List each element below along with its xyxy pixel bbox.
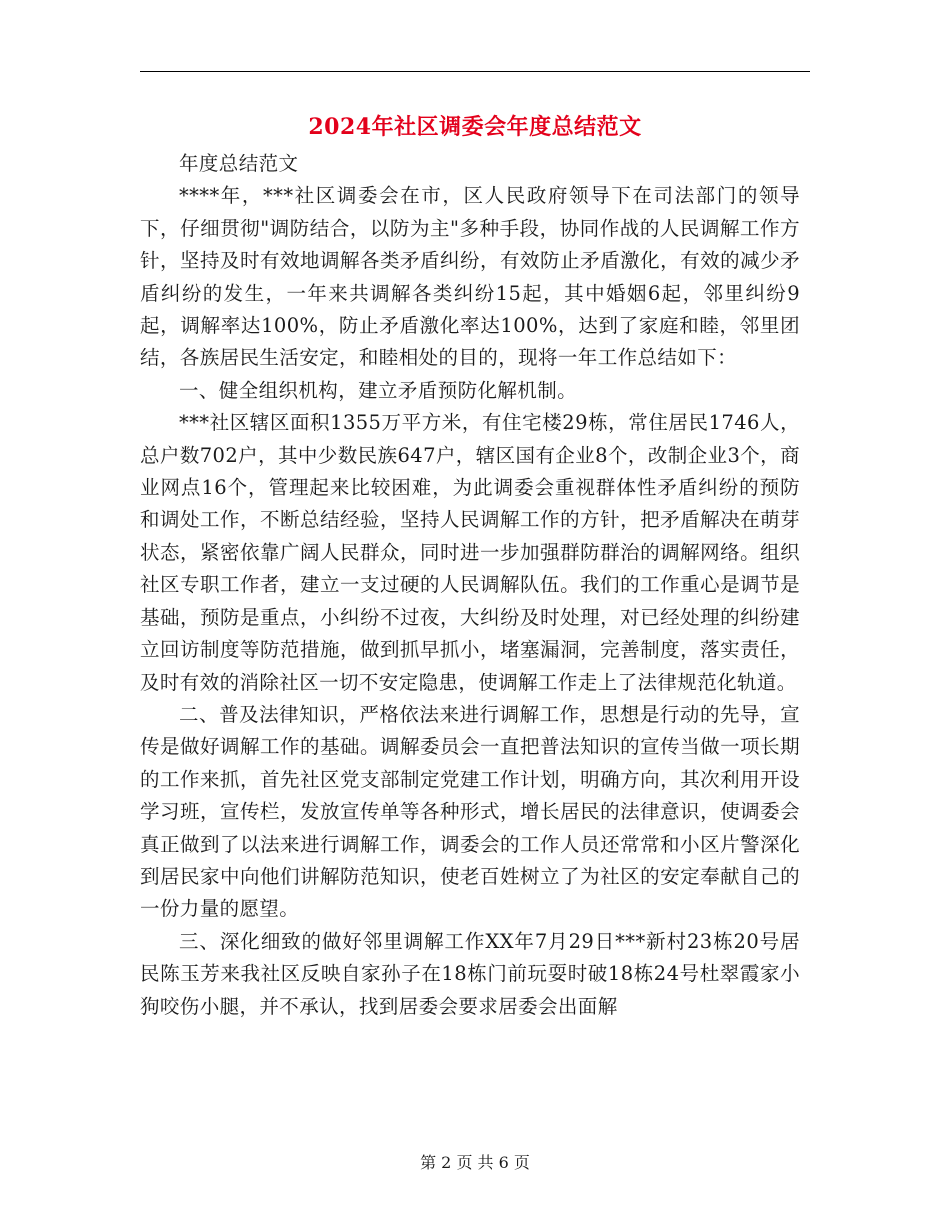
header-rule: [140, 71, 810, 72]
paragraph-subtitle: 年度总结范文: [179, 152, 299, 175]
page-footer: [140, 1151, 810, 1175]
paragraph-section-3: 三、深化细致的做好邻里调解工作XX年7月29日***新村23栋20号居民陈玉芳来我社区反映自家孙子在18栋门前玩耍时破18栋24号杜翠霞家小狗咬伤小腿，并不承认，找到居委会要求居委会出面解: [140, 929, 800, 1018]
document-body: [140, 148, 800, 1023]
paragraph-intro: ****年，***社区调委会在市，区人民政府领导下在司法部门的领导下，仔细贯彻"调防结合，以防为主"多种手段，协同作战的人民调解工作方针，坚持及时有效地调解各类矛盾纠纷，有效防止矛盾激化，有效的减少矛盾纠纷的发生，一年来共调解各类纠纷15起，其中婚姻6起，邻里纠纷9起，调解率达100%，防止矛盾激化率达100%，达到了家庭和睦，邻里团结，各族居民生活安定，和睦相处的目的，现将一年工作总结如下：: [140, 184, 800, 370]
paragraph-section-2: 二、普及法律知识，严格依法来进行调解工作，思想是行动的先导，宣传是做好调解工作的基础。调解委员会一直把普法知识的宣传当做一项长期的工作来抓，首先社区党支部制定党建工作计划，明确方向，其次利用开设学习班，宣传栏，发放宣传单等各种形式，增长居民的法律意识，使调委会真正做到了以法来进行调解工作，调委会的工作人员还常常和小区片警深化到居民家中向他们讲解防范知识，使老百姓树立了为社区的安定奉献自己的一份力量的愿望。: [140, 702, 800, 921]
paragraph-section-1: ***社区辖区面积1355万平方米，有住宅楼29栋，常住居民1746人，总户数702户，其中少数民族647户，辖区国有企业8个，改制企业3个，商业网点16个，管理起来比较困难，为此调委会重视群体性矛盾纠纷的预防和调处工作，不断总结经验，坚持人民调解工作的方针，把矛盾解决在萌芽状态，紧密依靠广阔人民群众，同时进一步加强群防群治的调解网络。组织社区专职工作者，建立一支过硬的人民调解队伍。我们的工作重心是调节是基础，预防是重点，小纠纷不过夜，大纠纷及时处理，对已经处理的纠纷建立回访制度等防范措施，做到抓早抓小，堵塞漏洞，完善制度，落实责任，及时有效的消除社区一切不安定隐患，使调解工作走上了法律规范化轨道。: [140, 411, 800, 694]
section-heading-1: 一、健全组织机构，建立矛盾预防化解机制。: [179, 378, 578, 402]
page-number-label: 第 2 页 共 6 页: [420, 1153, 530, 1172]
document-title: 2024年社区调委会年度总结范文: [308, 114, 642, 140]
